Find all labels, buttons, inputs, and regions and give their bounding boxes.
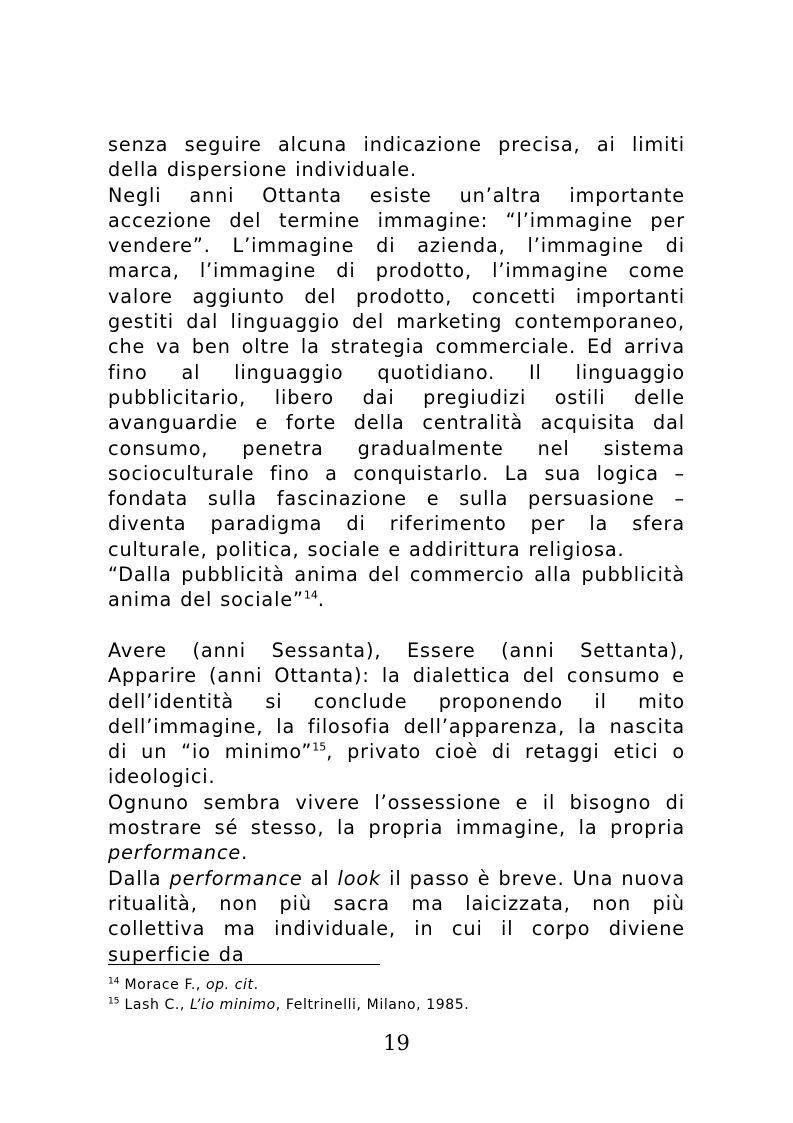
footnote-text: Morace F., [119,977,206,993]
paragraph-2: Negli anni Ottanta esiste un’altra importante accezione del termine immagine: “l’immagine per vendere”. L’immagine di azienda, l’immagine di marca, l’immagine di prodotto, l’immagine come valore aggiunto del prodotto, concetti importanti gestiti dal linguaggio del marketing contemporaneo, che va ben oltre la strategia commerciale. Ed arriva fino al linguaggio quotidiano. Il linguaggio pubblicitario, libero dai pregiudizi ostili delle avanguardie e forte della centralità acquisita dal consumo, penetra gradualmente nel sistema socioculturale fino a conquistarlo. La sua logica – fondata sulla fascinazione e sulla persuasione – diventa paradigma di riferimento per la sfera culturale, politica, sociale e addirittura religiosa. [108,183,685,561]
footnote-ref-15[interactable]: 15 [312,740,327,754]
footnote-italic: L’io minimo [190,997,276,1013]
paragraph-5-end: . [241,841,249,865]
footnote-text: Lash C., [119,997,191,1013]
paragraph-6 [108,866,685,967]
footnotes [108,975,685,1015]
paragraph-1: senza seguire alcuna indicazione precisa, ai limiti della dispersione individuale. [108,133,685,182]
paragraph-6-part-3: il passo è breve. Una nuova ritualità, non più sacra ma laicizzata, non più collettiva ma individuale, in cui il corpo diviene superficie da [108,866,686,966]
footnote-14 [108,975,685,995]
paragraph-6-italic-2: look [337,866,382,890]
paragraph-6-part-1: Dalla [108,866,170,890]
quote-text: “Dalla pubblicità anima del commercio alla pubblicità anima del sociale” [108,563,685,612]
footnote-15 [108,995,685,1015]
paragraph-5-italic: performance [108,841,242,865]
footnote-italic: op. cit [206,977,254,993]
footnote-separator [108,964,380,965]
paragraph-gap [108,613,685,638]
paragraph-4-text: Avere (anni Sessanta), Essere (anni Settanta), Apparire (anni Ottanta): la dialettica del consumo e dell’identità si conclude proponendo il mito dell’immagine, la filosofia dell’apparenza, la nascita di un “io minimo” [108,638,685,764]
paragraph-4-rest: , privato cioè di retaggi etici o ideologici. [108,740,685,789]
paragraph-6-italic-1: performance [169,866,303,890]
paragraph-3 [108,562,685,613]
footnote-number: 14 [108,976,120,987]
paragraph-6-part-2: al [302,866,338,890]
page-number: 19 [383,1031,410,1055]
footnote-end: , Feltrinelli, Milano, 1985. [275,997,470,1013]
quote-end: . [317,588,325,612]
footnote-end: . [253,977,259,993]
footnote-number: 15 [108,996,120,1007]
body-text [108,132,685,967]
paragraph-4 [108,638,685,790]
paragraph-5 [108,790,685,866]
paragraph-5-text: Ognuno sembra vivere l’ossessione e il bisogno di mostrare sé stesso, la propria immagine, la propria [108,790,685,840]
footnote-ref-14[interactable]: 14 [303,588,318,602]
